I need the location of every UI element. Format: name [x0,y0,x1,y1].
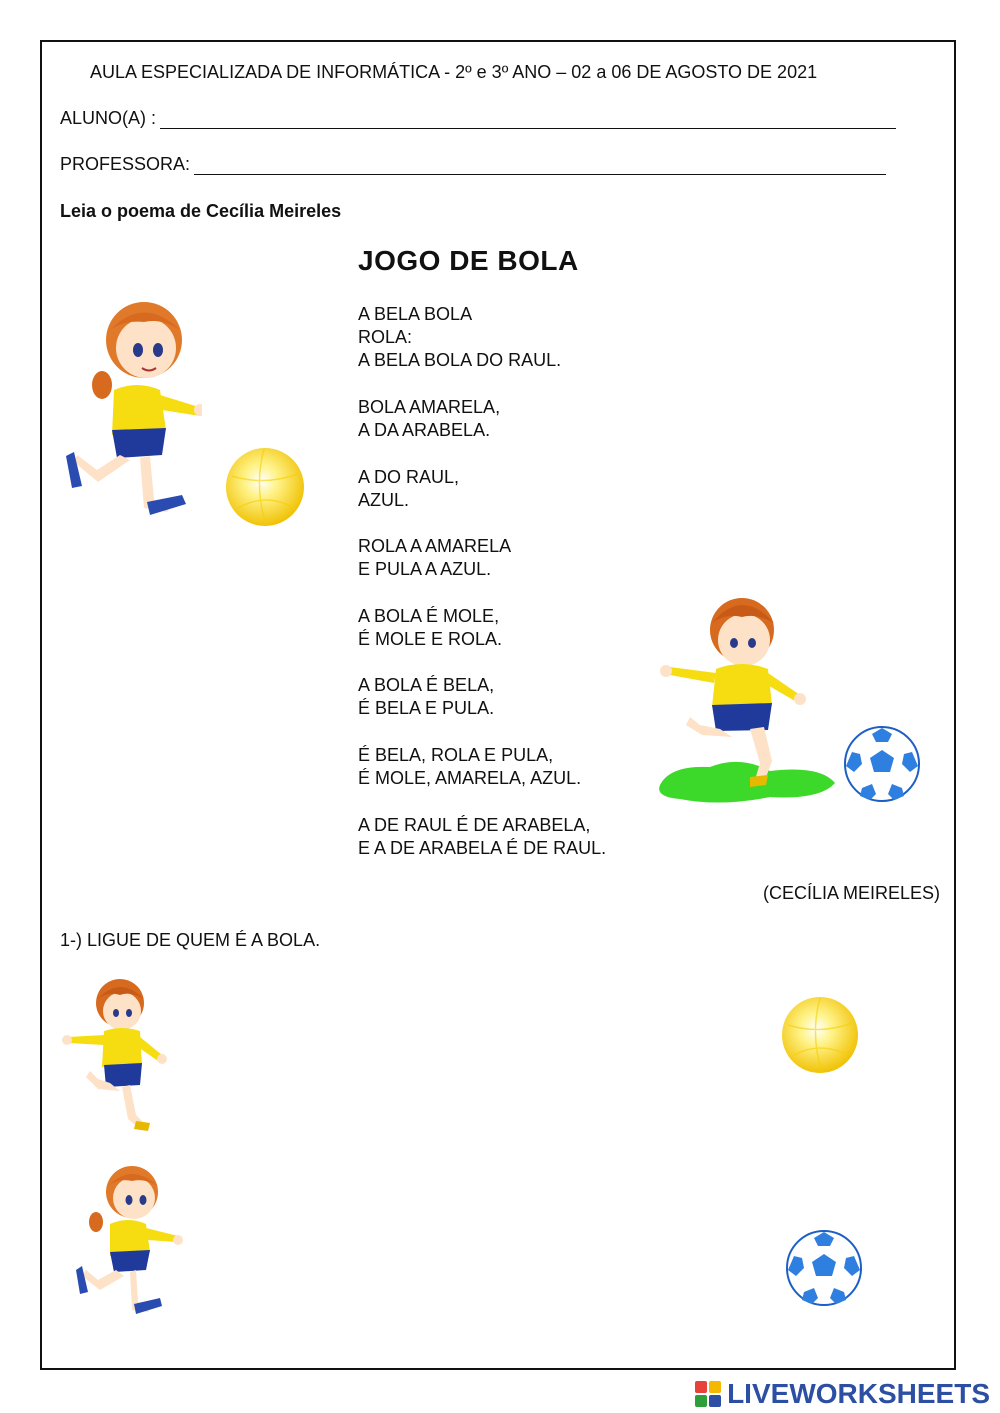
liveworksheets-brand-text: LIVEWORKSHEETS [727,1378,990,1409]
girl-kicking-illustration [62,290,202,535]
poem-author: (CECÍLIA MEIRELES) [762,883,940,903]
poem-stanza [358,744,581,790]
teacher-name-line[interactable] [194,158,886,175]
poem-line: A DO RAUL, [358,467,460,487]
blue-ball-icon[interactable] [784,1228,864,1308]
liveworksheets-logo [695,1378,990,1410]
poem-stanza [358,396,500,442]
liveworksheets-logo-icon [695,1381,721,1407]
poem-line: ROLA: [358,327,413,347]
poem-line: É MOLE, AMARELA, AZUL. [358,768,582,788]
reading-instruction: Leia o poema de Cecília Meireles [60,201,342,221]
poem-line: E PULA A AZUL. [358,559,492,579]
exercise-question: 1-) LIGUE DE QUEM É A BOLA. [60,930,321,950]
poem-stanza [358,466,459,512]
poem-line: É BELA E PULA. [358,698,495,718]
boy-kicking-illustration [650,585,850,810]
poem-line: A DE RAUL É DE ARABELA, [358,815,591,835]
poem-title: JOGO DE BOLA [358,245,579,276]
student-name-line[interactable] [160,112,896,129]
poem-line: A BOLA É MOLE, [358,606,500,626]
girl-running-illustration[interactable] [74,1160,184,1328]
poem-line: É BELA, ROLA E PULA, [358,745,554,765]
poem-line: E A DE ARABELA É DE RAUL. [358,838,607,858]
poem-line: A BELA BOLA DO RAUL. [358,350,562,370]
poem-stanza [358,535,511,581]
poem-stanza [358,303,561,372]
boy-running-illustration [62,975,172,1135]
poem-line: ROLA A AMARELA [358,536,512,556]
poem-line: AZUL. [358,490,410,510]
poem-stanza [358,814,606,860]
blue-ball-icon [842,724,922,804]
yellow-ball-icon[interactable] [780,995,860,1075]
poem-line: BOLA AMARELA, [358,397,501,417]
teacher-name-field[interactable] [60,154,886,175]
worksheet-header: AULA ESPECIALIZADA DE INFORMÁTICA - 2º e 3º ANO – 02 a 06 DE AGOSTO DE 2021 [90,62,818,82]
poem-line: A DA ARABELA. [358,420,491,440]
poem-line: A BELA BOLA [358,304,473,324]
yellow-ball-icon [224,446,306,528]
poem-stanza [358,605,502,651]
student-label: ALUNO(A) : [60,108,157,128]
student-name-field[interactable] [60,108,896,129]
poem-line: É MOLE E ROLA. [358,629,503,649]
poem-stanza [358,674,494,720]
poem-line: A BOLA É BELA, [358,675,495,695]
teacher-label: PROFESSORA: [60,154,191,174]
